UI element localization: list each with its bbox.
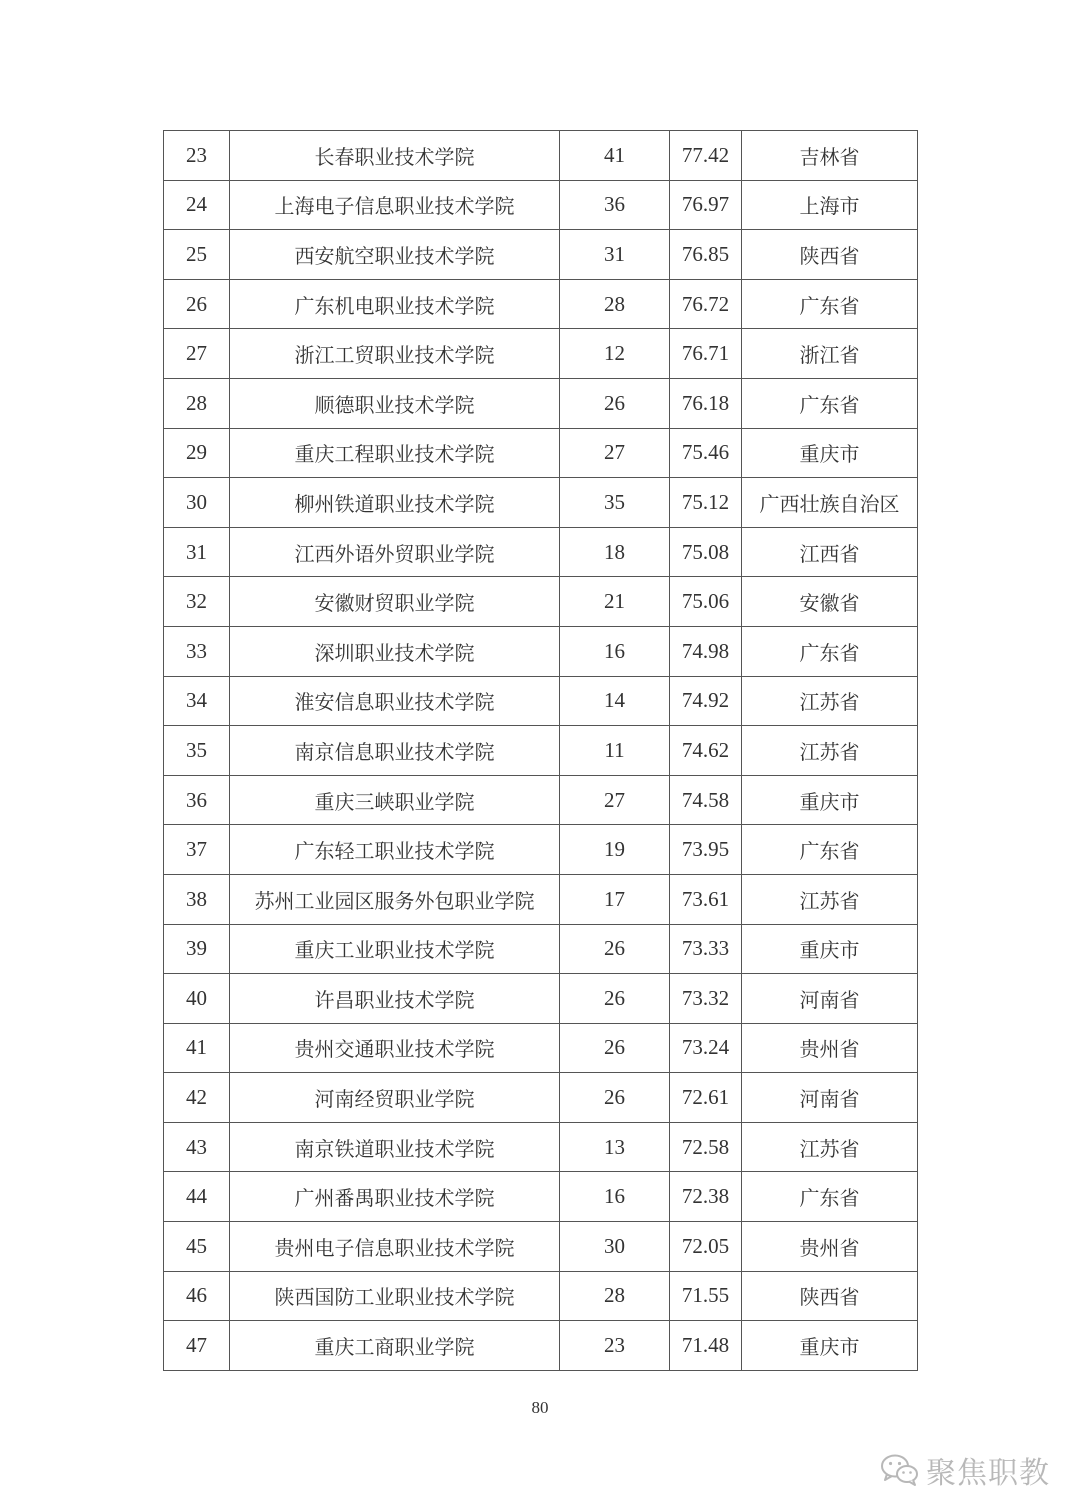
score-cell: 73.33 [670, 924, 742, 974]
table-row [164, 478, 918, 528]
rank-cell: 45 [164, 1222, 230, 1272]
table-row [164, 1122, 918, 1172]
rank-cell: 27 [164, 329, 230, 379]
region-cell: 江西省 [742, 527, 918, 577]
region-cell: 浙江省 [742, 329, 918, 379]
table-row [164, 1321, 918, 1371]
rank-cell: 38 [164, 874, 230, 924]
table-row [164, 974, 918, 1024]
score-cell: 71.48 [670, 1321, 742, 1371]
table-row [164, 825, 918, 875]
region-cell: 河南省 [742, 974, 918, 1024]
region-cell: 广西壮族自治区 [742, 478, 918, 528]
count-cell: 26 [560, 974, 670, 1024]
count-cell: 21 [560, 577, 670, 627]
name-cell: 许昌职业技术学院 [230, 974, 560, 1024]
rank-cell: 31 [164, 527, 230, 577]
region-cell: 广东省 [742, 279, 918, 329]
name-cell: 重庆工商职业学院 [230, 1321, 560, 1371]
rank-cell: 36 [164, 775, 230, 825]
table-row [164, 924, 918, 974]
name-cell: 贵州电子信息职业技术学院 [230, 1222, 560, 1272]
count-cell: 26 [560, 1023, 670, 1073]
score-cell: 75.12 [670, 478, 742, 528]
rank-cell: 44 [164, 1172, 230, 1222]
count-cell: 23 [560, 1321, 670, 1371]
rank-cell: 26 [164, 279, 230, 329]
name-cell: 广州番禺职业技术学院 [230, 1172, 560, 1222]
region-cell: 河南省 [742, 1073, 918, 1123]
watermark-text: 聚焦职教 [926, 1456, 1050, 1491]
name-cell: 江西外语外贸职业学院 [230, 527, 560, 577]
table-row [164, 230, 918, 280]
region-cell: 广东省 [742, 825, 918, 875]
score-cell: 76.18 [670, 378, 742, 428]
region-cell: 贵州省 [742, 1023, 918, 1073]
count-cell: 26 [560, 1073, 670, 1123]
name-cell: 西安航空职业技术学院 [230, 230, 560, 280]
rank-cell: 25 [164, 230, 230, 280]
name-cell: 深圳职业技术学院 [230, 626, 560, 676]
count-cell: 35 [560, 478, 670, 528]
name-cell: 柳州铁道职业技术学院 [230, 478, 560, 528]
region-cell: 重庆市 [742, 1321, 918, 1371]
table-row [164, 428, 918, 478]
score-cell: 73.24 [670, 1023, 742, 1073]
count-cell: 26 [560, 924, 670, 974]
count-cell: 11 [560, 726, 670, 776]
rank-cell: 40 [164, 974, 230, 1024]
name-cell: 浙江工贸职业技术学院 [230, 329, 560, 379]
table-row [164, 626, 918, 676]
table-row [164, 775, 918, 825]
score-cell: 72.58 [670, 1122, 742, 1172]
score-cell: 73.32 [670, 974, 742, 1024]
score-cell: 74.92 [670, 676, 742, 726]
rank-cell: 46 [164, 1271, 230, 1321]
region-cell: 江苏省 [742, 676, 918, 726]
region-cell: 吉林省 [742, 131, 918, 181]
region-cell: 广东省 [742, 626, 918, 676]
table-row [164, 1073, 918, 1123]
table-row [164, 676, 918, 726]
score-cell: 74.62 [670, 726, 742, 776]
name-cell: 河南经贸职业学院 [230, 1073, 560, 1123]
count-cell: 31 [560, 230, 670, 280]
table-row [164, 726, 918, 776]
rank-cell: 42 [164, 1073, 230, 1123]
score-cell: 74.98 [670, 626, 742, 676]
name-cell: 贵州交通职业技术学院 [230, 1023, 560, 1073]
table-row [164, 329, 918, 379]
score-cell: 75.46 [670, 428, 742, 478]
table-row [164, 527, 918, 577]
count-cell: 19 [560, 825, 670, 875]
count-cell: 18 [560, 527, 670, 577]
wechat-icon [880, 1453, 920, 1487]
region-cell: 重庆市 [742, 428, 918, 478]
watermark [880, 1452, 1050, 1491]
count-cell: 27 [560, 775, 670, 825]
score-cell: 72.38 [670, 1172, 742, 1222]
count-cell: 41 [560, 131, 670, 181]
region-cell: 广东省 [742, 378, 918, 428]
rank-cell: 41 [164, 1023, 230, 1073]
region-cell: 陕西省 [742, 230, 918, 280]
rank-cell: 32 [164, 577, 230, 627]
rank-cell: 37 [164, 825, 230, 875]
name-cell: 淮安信息职业技术学院 [230, 676, 560, 726]
count-cell: 16 [560, 1172, 670, 1222]
region-cell: 贵州省 [742, 1222, 918, 1272]
name-cell: 南京信息职业技术学院 [230, 726, 560, 776]
rank-cell: 23 [164, 131, 230, 181]
score-cell: 73.61 [670, 874, 742, 924]
name-cell: 上海电子信息职业技术学院 [230, 180, 560, 230]
score-cell: 75.06 [670, 577, 742, 627]
rank-cell: 28 [164, 378, 230, 428]
region-cell: 江苏省 [742, 874, 918, 924]
ranking-table [163, 130, 918, 1371]
table-row [164, 1222, 918, 1272]
table-row [164, 378, 918, 428]
score-cell: 76.72 [670, 279, 742, 329]
name-cell: 重庆工业职业技术学院 [230, 924, 560, 974]
name-cell: 南京铁道职业技术学院 [230, 1122, 560, 1172]
count-cell: 14 [560, 676, 670, 726]
score-cell: 72.61 [670, 1073, 742, 1123]
region-cell: 陕西省 [742, 1271, 918, 1321]
table-row [164, 577, 918, 627]
score-cell: 77.42 [670, 131, 742, 181]
rank-cell: 30 [164, 478, 230, 528]
region-cell: 上海市 [742, 180, 918, 230]
name-cell: 苏州工业园区服务外包职业学院 [230, 874, 560, 924]
region-cell: 重庆市 [742, 924, 918, 974]
rank-cell: 29 [164, 428, 230, 478]
score-cell: 76.71 [670, 329, 742, 379]
region-cell: 江苏省 [742, 1122, 918, 1172]
count-cell: 30 [560, 1222, 670, 1272]
table-row [164, 180, 918, 230]
score-cell: 73.95 [670, 825, 742, 875]
count-cell: 27 [560, 428, 670, 478]
score-cell: 71.55 [670, 1271, 742, 1321]
score-cell: 76.85 [670, 230, 742, 280]
name-cell: 广东轻工职业技术学院 [230, 825, 560, 875]
region-cell: 安徽省 [742, 577, 918, 627]
table-row [164, 279, 918, 329]
region-cell: 广东省 [742, 1172, 918, 1222]
page-number: 80 [531, 1398, 549, 1417]
name-cell: 陕西国防工业职业技术学院 [230, 1271, 560, 1321]
table-row [164, 1023, 918, 1073]
name-cell: 广东机电职业技术学院 [230, 279, 560, 329]
table-body [164, 131, 918, 1371]
count-cell: 17 [560, 874, 670, 924]
count-cell: 12 [560, 329, 670, 379]
rank-cell: 43 [164, 1122, 230, 1172]
rank-cell: 33 [164, 626, 230, 676]
name-cell: 顺德职业技术学院 [230, 378, 560, 428]
rank-cell: 24 [164, 180, 230, 230]
region-cell: 重庆市 [742, 775, 918, 825]
rank-cell: 39 [164, 924, 230, 974]
count-cell: 28 [560, 279, 670, 329]
count-cell: 36 [560, 180, 670, 230]
score-cell: 72.05 [670, 1222, 742, 1272]
rank-cell: 35 [164, 726, 230, 776]
name-cell: 安徽财贸职业学院 [230, 577, 560, 627]
count-cell: 16 [560, 626, 670, 676]
name-cell: 重庆工程职业技术学院 [230, 428, 560, 478]
count-cell: 28 [560, 1271, 670, 1321]
score-cell: 76.97 [670, 180, 742, 230]
score-cell: 74.58 [670, 775, 742, 825]
score-cell: 75.08 [670, 527, 742, 577]
table-row [164, 874, 918, 924]
count-cell: 26 [560, 378, 670, 428]
table-row [164, 131, 918, 181]
name-cell: 重庆三峡职业学院 [230, 775, 560, 825]
rank-cell: 34 [164, 676, 230, 726]
table-row [164, 1172, 918, 1222]
region-cell: 江苏省 [742, 726, 918, 776]
rank-cell: 47 [164, 1321, 230, 1371]
count-cell: 13 [560, 1122, 670, 1172]
table-row [164, 1271, 918, 1321]
name-cell: 长春职业技术学院 [230, 131, 560, 181]
